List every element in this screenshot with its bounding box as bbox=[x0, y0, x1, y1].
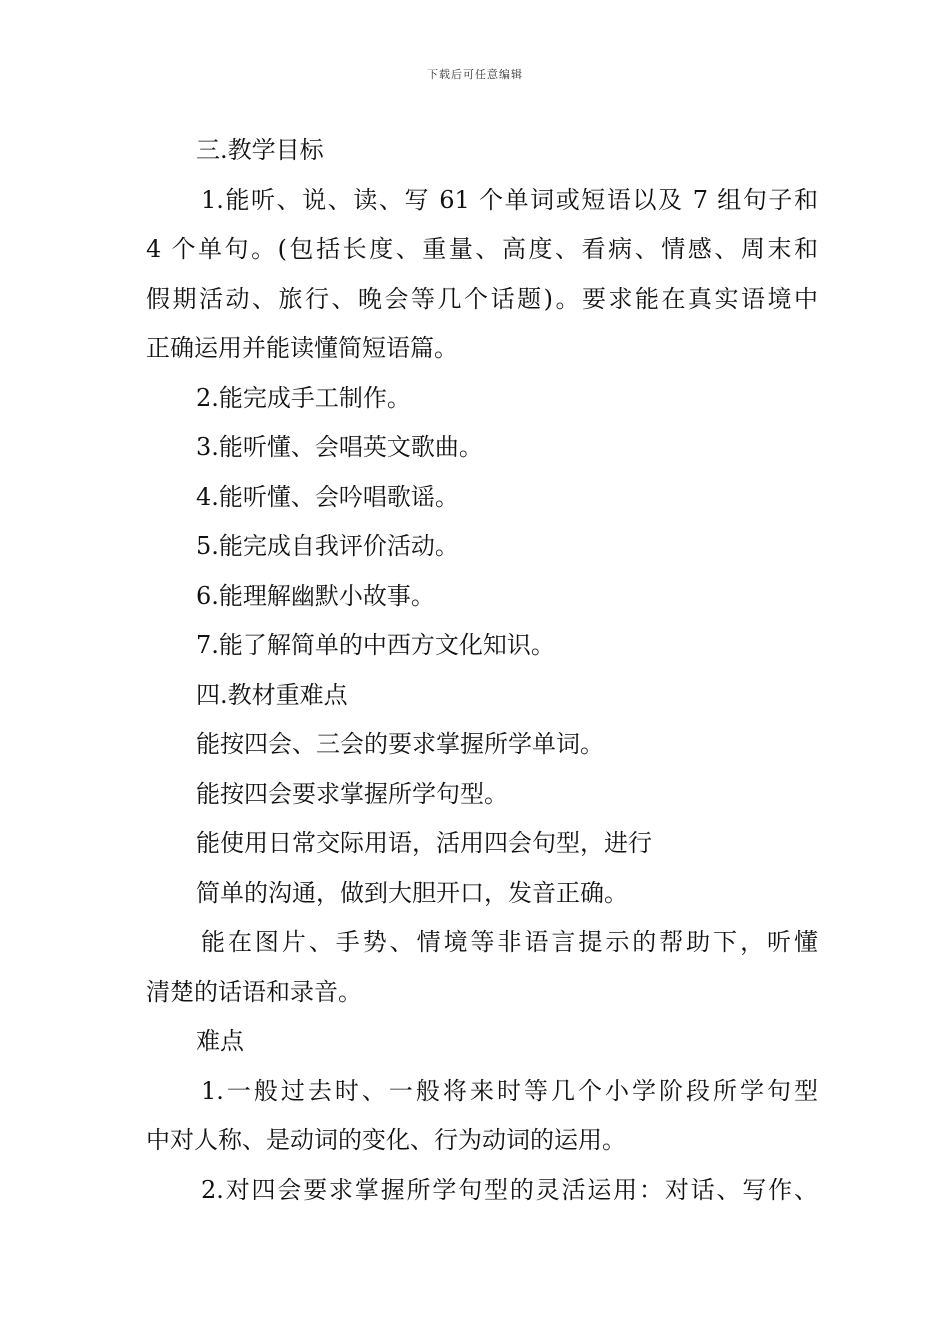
section-heading-key-points: 四.教材重难点 bbox=[196, 680, 348, 709]
key-point-line-4: 简单的沟通，做到大胆开口，发音正确。 bbox=[196, 878, 628, 907]
goal-item-2: 2.能完成手工制作。 bbox=[196, 383, 411, 412]
section-heading-teaching-goals: 三.教学目标 bbox=[196, 136, 324, 164]
goal-item-1-line-1: 1.能听、说、读、写 61 个单词或短语以及 7 组句子和 bbox=[201, 185, 818, 214]
goal-item-5: 5.能完成自我评价活动。 bbox=[196, 532, 459, 560]
key-point-line-2: 能按四会要求掌握所学句型。 bbox=[196, 779, 508, 808]
difficulty-item-2-line-1: 2.对四会要求掌握所学句型的灵活运用：对话、写作、 bbox=[201, 1175, 818, 1204]
difficulty-item-1-line-2: 中对人称、是动词的变化、行为动词的运用。 bbox=[146, 1126, 626, 1154]
difficulty-item-1-line-1: 1.一般过去时、一般将来时等几个小学阶段所学句型 bbox=[201, 1076, 818, 1105]
goal-item-6: 6.能理解幽默小故事。 bbox=[196, 581, 435, 610]
goal-item-4: 4.能听懂、会吟唱歌谣。 bbox=[196, 482, 459, 511]
difficulty-heading: 难点 bbox=[196, 1027, 244, 1055]
goal-item-1-line-2: 4 个单句。(包括长度、重量、高度、看病、情感、周末和 bbox=[146, 235, 818, 263]
document-body bbox=[146, 126, 818, 1215]
key-point-para-line-1: 能在图片、手势、情境等非语言提示的帮助下，听懂 bbox=[201, 928, 818, 956]
goal-item-1-line-3: 假期活动、旅行、晚会等几个话题)。要求能在真实语境中 bbox=[146, 284, 818, 313]
goal-item-1-line-4: 正确运用并能读懂简短语篇。 bbox=[146, 334, 458, 362]
key-point-line-1: 能按四会、三会的要求掌握所学单词。 bbox=[196, 730, 604, 758]
goal-item-7: 7.能了解简单的中西方文化知识。 bbox=[196, 631, 555, 659]
page-header: 下载后可任意编辑 bbox=[427, 68, 523, 81]
key-point-para-line-2: 清楚的话语和录音。 bbox=[146, 977, 362, 1006]
key-point-line-3: 能使用日常交际用语，活用四会句型，进行 bbox=[196, 829, 652, 857]
goal-item-3: 3.能听懂、会唱英文歌曲。 bbox=[196, 433, 483, 461]
